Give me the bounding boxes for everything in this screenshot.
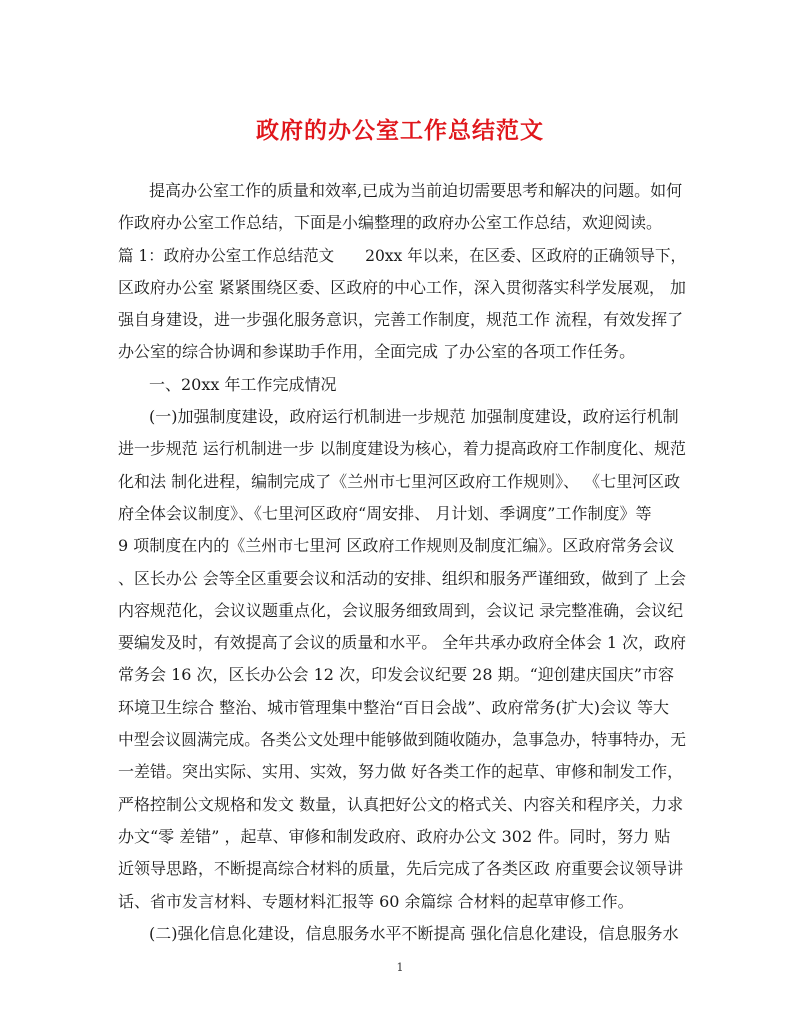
body-line: 要编发及时，有效提高了会议的质量和水平。 全年共承办政府全体会 1 次，政府 <box>118 633 686 653</box>
document-body <box>118 178 686 953</box>
body-line: 篇 1：政府办公室工作总结范文 20xx 年以来，在区委、区政府的正确领导下， <box>118 245 686 265</box>
body-line: 近领导思路，不断提高综合材料的质量，先后完成了各类区政 府重要会议领导讲 <box>118 859 684 879</box>
body-line: 常务会 16 次，区长办公会 12 次，印发会议纪要 28 期。“迎创建庆国庆”市容 <box>118 665 674 685</box>
body-line: 9 项制度在内的《兰州市七里河 区政府工作规则及制度汇编》。区政府常务会议 <box>118 536 675 556</box>
body-line: 办文“零 差错” ，起草、审修和制发政府、政府办公文 302 件。同时，努力 贴 <box>118 826 671 846</box>
page-number: 1 <box>396 961 404 974</box>
body-line: 进一步规范 运行机制进一步 以制度建设为核心，着力提高政府工作制度化、规范 <box>118 439 686 459</box>
body-line: 区政府办公室 紧紧围绕区委、区政府的中心工作，深入贯彻落实科学发展观， 加 <box>118 277 686 297</box>
body-line: 办公室的综合协调和参谋助手作用，全面完成 了办公室的各项工作任务。 <box>118 342 636 362</box>
body-line: 环境卫生综合 整治、城市管理集中整治“百日会战”、政府常务(扩大)会议 等大 <box>118 697 670 717</box>
body-line: (一)加强制度建设，政府运行机制进一步规范 加强制度建设，政府运行机制 <box>149 407 679 427</box>
body-line: 化和法 制化进程，编制完成了《兰州市七里河区政府工作规则》、 《七里河区政 <box>118 471 681 491</box>
body-line: 中型会议圆满完成。各类公文处理中能够做到随收随办，急事急办，特事特办，无 <box>118 730 686 750</box>
body-line: 一差错。突出实际、实用、实效，努力做 好各类工作的起草、审修和制发工作， <box>118 762 684 782</box>
section-heading: 一、20xx 年工作完成情况 <box>149 374 337 394</box>
body-line: 、区长办公 会等全区重要会议和活动的安排、组织和服务严谨细致，做到了 上会 <box>118 568 686 588</box>
body-line: 强自身建设，进一步强化服务意识，完善工作制度，规范工作 流程，有效发挥了 <box>118 310 684 330</box>
body-line: 作政府办公室工作总结，下面是小编整理的政府办公室工作总结，欢迎阅读。 <box>118 213 663 233</box>
body-line: 提高办公室工作的质量和效率,已成为当前迫切需要思考和解决的问题。如何 <box>149 181 683 200</box>
body-line: 话、省市发言材料、专题材料汇报等 60 余篇综 合材料的起草审修工作。 <box>118 891 634 911</box>
body-line: (二)强化信息化建设，信息服务水平不断提高 强化信息化建设，信息服务水 <box>149 923 679 943</box>
body-line: 内容规范化，会议议题重点化，会议服务细致周到，会议记 录完整准确，会议纪 <box>118 600 684 620</box>
body-line: 府全体会议制度》、《七里河区政府“周安排、 月计划、季调度”工作制度》等 <box>118 503 652 523</box>
document-title: 政府的办公室工作总结范文 <box>256 117 544 144</box>
body-line: 严格控制公文规格和发文 数量，认真把好公文的格式关、内容关和程序关，力求 <box>118 794 684 814</box>
